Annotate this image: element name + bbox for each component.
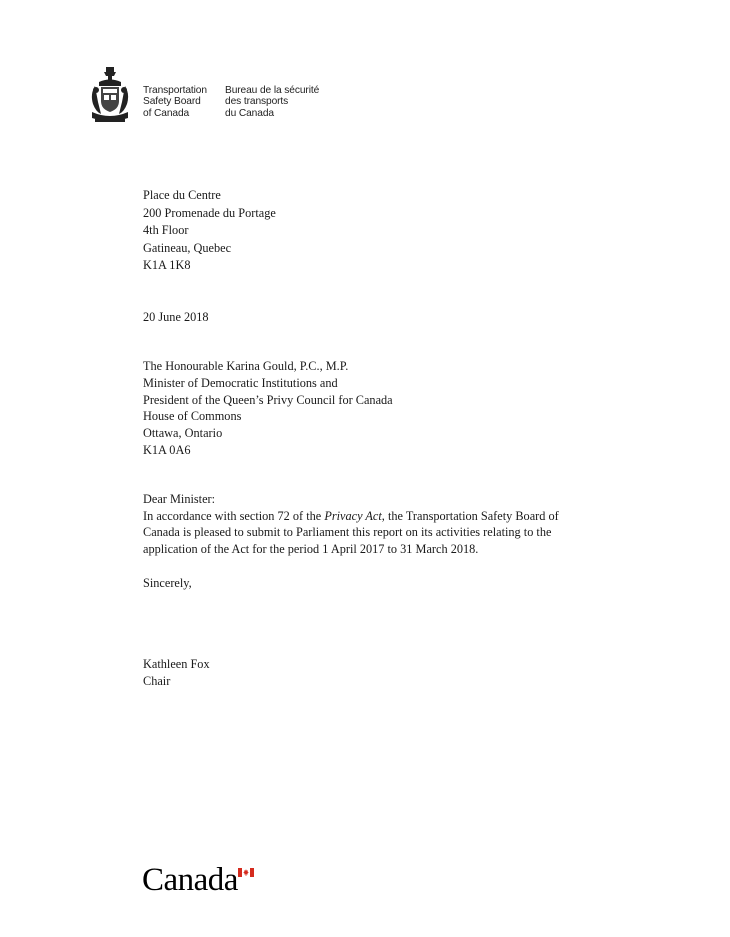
signatory-name: Kathleen Fox bbox=[143, 657, 210, 671]
recipient-line: The Honourable Karina Gould, P.C., M.P. bbox=[143, 359, 349, 373]
letter-date bbox=[143, 309, 209, 327]
address-line: Place du Centre bbox=[143, 188, 221, 202]
salutation: Dear Minister: bbox=[143, 492, 216, 506]
closing bbox=[143, 575, 192, 593]
address-line: K1A 1K8 bbox=[143, 258, 191, 273]
body-line bbox=[143, 508, 559, 525]
act-title: Privacy Act bbox=[324, 508, 382, 523]
recipient-line: Minister of Democratic Institutions and bbox=[143, 375, 338, 390]
recipient-address bbox=[143, 358, 393, 459]
org-name-fr-line: des transports bbox=[225, 96, 289, 108]
canada-wordmark bbox=[142, 864, 262, 898]
address-line: Gatineau, Quebec bbox=[143, 240, 232, 255]
org-name-en-line: of Canada bbox=[143, 107, 190, 119]
org-name-english bbox=[143, 85, 207, 119]
wordmark-text: Canada bbox=[142, 862, 238, 898]
letter-body bbox=[143, 491, 559, 557]
recipient-line: House of Commons bbox=[143, 409, 242, 424]
recipient-line: K1A 0A6 bbox=[143, 442, 191, 457]
coat-of-arms-icon bbox=[89, 66, 131, 124]
org-name-fr-line: du Canada bbox=[225, 107, 274, 119]
body-line: Canada is pleased to submit to Parliament this report on its activities relating to the bbox=[143, 525, 552, 540]
org-name-fr-line: Bureau de la sécurité bbox=[225, 85, 320, 96]
body-line: application of the Act for the period 1 April 2017 to 31 March 2018. bbox=[143, 541, 479, 556]
recipient-line: President of the Queen’s Privy Council for Canada bbox=[143, 392, 393, 407]
org-name-en-line: Safety Board bbox=[143, 96, 201, 108]
body-text: , the Transportation Safety Board of bbox=[381, 508, 559, 523]
signature-block bbox=[143, 656, 210, 690]
canada-flag-icon bbox=[238, 868, 254, 877]
address-line: 200 Promenade du Portage bbox=[143, 205, 276, 220]
recipient-line: Ottawa, Ontario bbox=[143, 426, 223, 441]
sender-address bbox=[143, 187, 276, 275]
body-text: In accordance with section 72 of the bbox=[143, 508, 325, 523]
closing-text: Sincerely, bbox=[143, 576, 192, 590]
org-name-en-line: Transportation bbox=[143, 85, 207, 96]
signatory-title: Chair bbox=[143, 673, 171, 688]
date-text: 20 June 2018 bbox=[143, 310, 209, 324]
address-line: 4th Floor bbox=[143, 223, 189, 238]
org-name-french bbox=[225, 85, 319, 119]
letterhead bbox=[89, 66, 389, 124]
